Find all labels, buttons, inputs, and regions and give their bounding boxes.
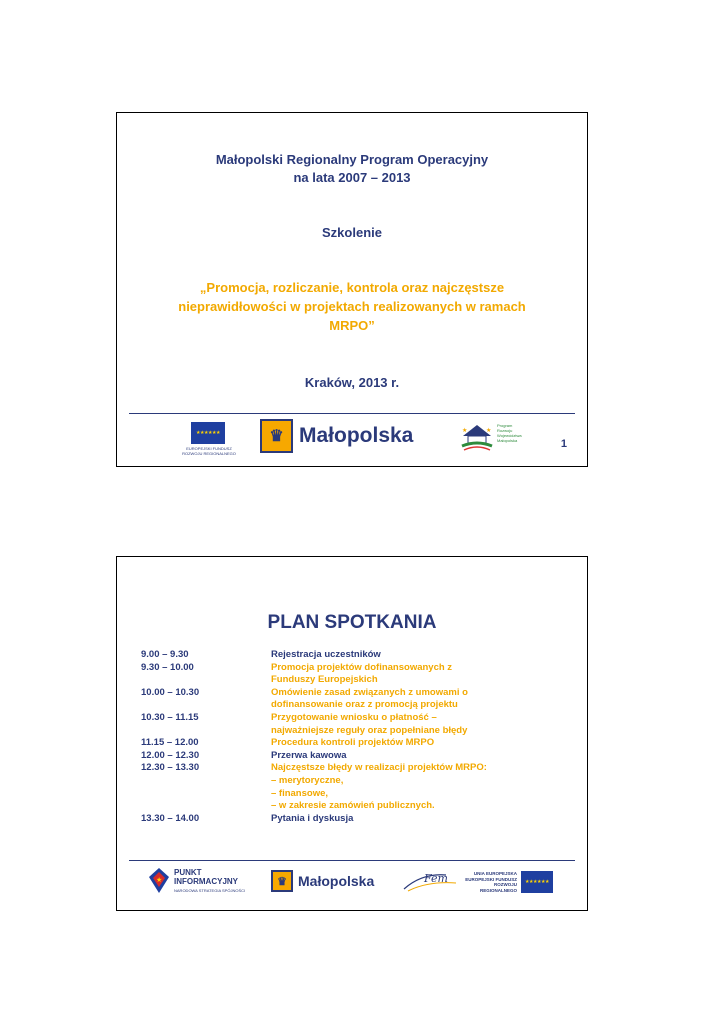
agenda-description: dofinansowanie oraz z promocją projektu (271, 699, 458, 711)
eu-text-line-3: ROZWOJU REGIONALNEGO (479, 882, 517, 893)
agenda-time-spacer (141, 699, 271, 712)
punkt-informacyjny-icon (147, 867, 171, 895)
malopolska-crown-icon: ♛ (260, 419, 293, 453)
agenda-row (141, 662, 581, 675)
agenda-time-spacer (141, 800, 271, 813)
agenda-time: 9.00 – 9.30 (141, 649, 189, 660)
svg-text:★: ★ (486, 428, 492, 434)
punkt-label: PUNKT (174, 868, 202, 877)
eu-flag-icon: ★★★★★★ (521, 871, 553, 893)
agenda-row (141, 649, 581, 662)
malopolska-logo-text: Małopolska (298, 873, 375, 889)
agenda-description: Przerwa kawowa (271, 749, 347, 761)
punkt-caption: NARODOWA STRATEGIA SPÓJNOŚCI (174, 888, 246, 893)
topic-line-1: „Promocja, rozliczanie, kontrola oraz najczęstsze (199, 280, 505, 295)
eu-flag-icon: ★★★★★★ (191, 422, 225, 444)
malopolska-crown-icon: ♛ (271, 870, 293, 892)
agenda-time: 12.30 – 13.30 (141, 762, 200, 774)
program-title-line-1: Małopolski Regionalny Program Operacyjny (215, 152, 489, 167)
svg-text:★: ★ (462, 428, 468, 434)
eu-text-line-2: EUROPEJSKI FUNDUSZ (465, 876, 517, 882)
agenda-time-spacer (141, 674, 271, 687)
mrpo-caption: Program Rozwoju Województwa Małopolska (497, 423, 522, 443)
agenda-time: 10.30 – 11.15 (141, 711, 199, 723)
agenda-description: Procedura kontroli projektów MRPO (271, 737, 435, 749)
agenda-description: – merytoryczne, (271, 774, 344, 786)
agenda-description: Promocja projektów dofinansowanych z (271, 661, 453, 673)
agenda-description: Rejestracja uczestników (271, 649, 381, 660)
page-number: 1 (560, 438, 567, 450)
place-date: Kraków, 2013 r. (304, 375, 400, 390)
agenda-description: Omówienie zasad związanych z umowami o (271, 686, 468, 698)
footer-divider (129, 413, 575, 414)
mrpo-program-logo-icon (460, 422, 494, 452)
fem-logo-text: Fem (424, 872, 448, 885)
malopolska-logo (271, 870, 374, 892)
agenda-row (141, 775, 581, 788)
agenda-row (141, 762, 581, 775)
agenda-row (141, 725, 581, 738)
agenda-time-spacer (141, 725, 271, 738)
agenda-title: PLAN SPOTKANIA (267, 612, 437, 633)
eu-text (457, 871, 517, 893)
agenda-time: 9.30 – 10.00 (141, 661, 194, 673)
agenda-time-spacer (141, 788, 271, 801)
agenda-description: Przygotowanie wniosku o płatność – (271, 711, 437, 723)
program-title-line-2: na lata 2007 – 2013 (293, 170, 411, 185)
agenda-time: 12.00 – 12.30 (141, 749, 200, 761)
title-slide (116, 112, 588, 467)
agenda-description: Najczęstsze błędy w realizacji projektów MRPO: (271, 762, 487, 774)
agenda-time-spacer (141, 775, 271, 788)
agenda-row (141, 788, 581, 801)
agenda-row (141, 687, 581, 700)
punkt-informacyjny-text (174, 868, 238, 886)
agenda-row (141, 699, 581, 712)
agenda-row (141, 750, 581, 763)
topic-line-2: nieprawidłowości w projektach realizowanych w ramach (178, 299, 526, 314)
eu-text-line-1: UNIA EUROPEJSKA (473, 871, 517, 876)
informacyjny-label: INFORMACYJNY (174, 877, 239, 886)
malopolska-logo-text: Małopolska (299, 424, 414, 447)
agenda-row (141, 674, 581, 687)
agenda-row (141, 800, 581, 813)
training-label: Szkolenie (322, 225, 382, 240)
svg-text:★: ★ (156, 877, 163, 884)
agenda-description: Funduszy Europejskich (271, 674, 378, 686)
malopolska-logo (260, 419, 413, 453)
agenda-list (141, 649, 581, 825)
topic-line-3: MRPO” (329, 318, 375, 333)
agenda-row (141, 737, 581, 750)
agenda-time: 11.15 – 12.00 (141, 737, 199, 749)
fem-logo (402, 867, 462, 895)
agenda-description: Pytania i dyskusja (271, 812, 354, 824)
agenda-description: – w zakresie zamówień publicznych. (271, 800, 435, 812)
eu-caption: EUROPEJSKI FUNDUSZ ROZWOJU REGIONALNEGO (182, 446, 236, 456)
agenda-time: 13.30 – 14.00 (141, 812, 200, 824)
footer-divider (129, 860, 575, 861)
agenda-time: 10.00 – 10.30 (141, 686, 200, 698)
agenda-slide (116, 556, 588, 911)
agenda-description: – finansowe, (271, 787, 329, 799)
agenda-row (141, 813, 581, 826)
agenda-row (141, 712, 581, 725)
agenda-description: najważniejsze reguły oraz popełniane błędy (271, 724, 468, 736)
